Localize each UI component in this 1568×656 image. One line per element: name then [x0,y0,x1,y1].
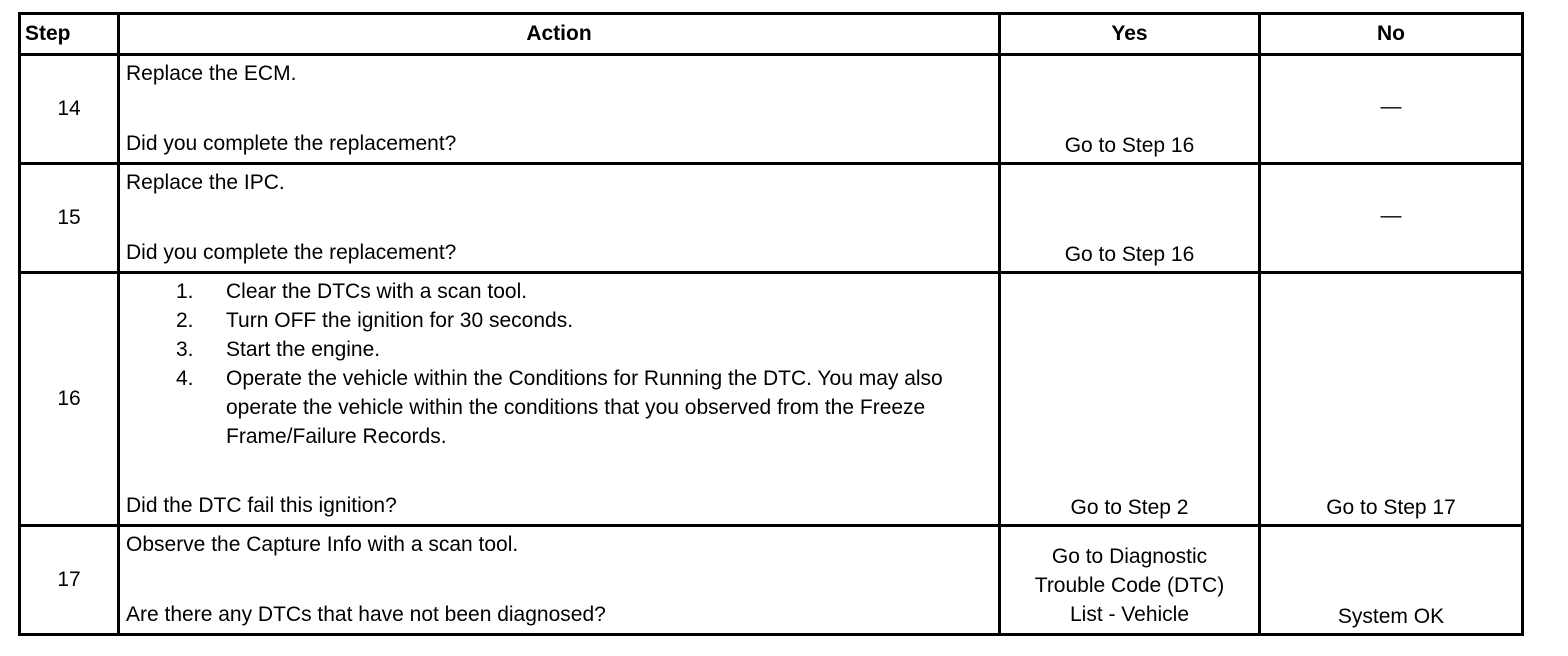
step-number: 17 [20,526,119,635]
table-row [20,164,1523,273]
yes-cell: Go to Step 16 [1000,55,1260,164]
no-cell: System OK [1260,526,1523,635]
action-cell [119,273,1000,526]
question-text: Did you complete the replacement? [126,241,457,264]
substep-text: Operate the vehicle within the Conditions for Running the DTC. You may also operate the vehicle within the conditions that you observed from the Freeze Frame/Failure Records. [226,367,943,448]
header-no: No [1260,14,1523,55]
header-yes: Yes [1000,14,1260,55]
action-text: Replace the IPC. [126,171,285,194]
question-text: Did the DTC fail this ignition? [126,494,397,517]
action-cell [119,164,1000,273]
table-row [20,526,1523,635]
header-action: Action [119,14,1000,55]
list-item [126,277,992,306]
step-number: 15 [20,164,119,273]
substep-number: 2. [176,309,194,332]
substep-text: Clear the DTCs with a scan tool. [226,280,528,303]
yes-line: Go to Diagnostic [1051,545,1208,568]
list-item [126,335,992,364]
table-row [20,273,1523,526]
question-text: Are there any DTCs that have not been diagnosed? [126,603,606,626]
no-cell: Go to Step 17 [1260,273,1523,526]
list-item [126,306,992,335]
header-step: Step [20,14,119,55]
substep-text: Start the engine. [226,338,381,361]
step-number: 14 [20,55,119,164]
substep-number: 3. [176,338,194,361]
diagnostic-table [18,12,1524,636]
no-cell: — [1260,55,1523,164]
substep-text: Turn OFF the ignition for 30 seconds. [226,309,574,332]
yes-cell: Go to Step 16 [1000,164,1260,273]
substep-number: 1. [176,280,194,303]
substep-number: 4. [176,367,194,390]
yes-line: Trouble Code (DTC) [1034,574,1225,597]
step-number: 16 [20,273,119,526]
list-item [126,364,992,451]
substep-list [126,277,992,451]
yes-cell: Go to Step 2 [1000,273,1260,526]
table-row [20,55,1523,164]
action-text: Observe the Capture Info with a scan tool. [126,533,519,556]
question-text: Did you complete the replacement? [126,132,457,155]
action-cell [119,55,1000,164]
no-cell: — [1260,164,1523,273]
action-text: Replace the ECM. [126,62,297,85]
action-cell [119,526,1000,635]
header-row [20,14,1523,55]
yes-cell [1000,526,1260,635]
yes-line: List - Vehicle [1069,603,1190,626]
